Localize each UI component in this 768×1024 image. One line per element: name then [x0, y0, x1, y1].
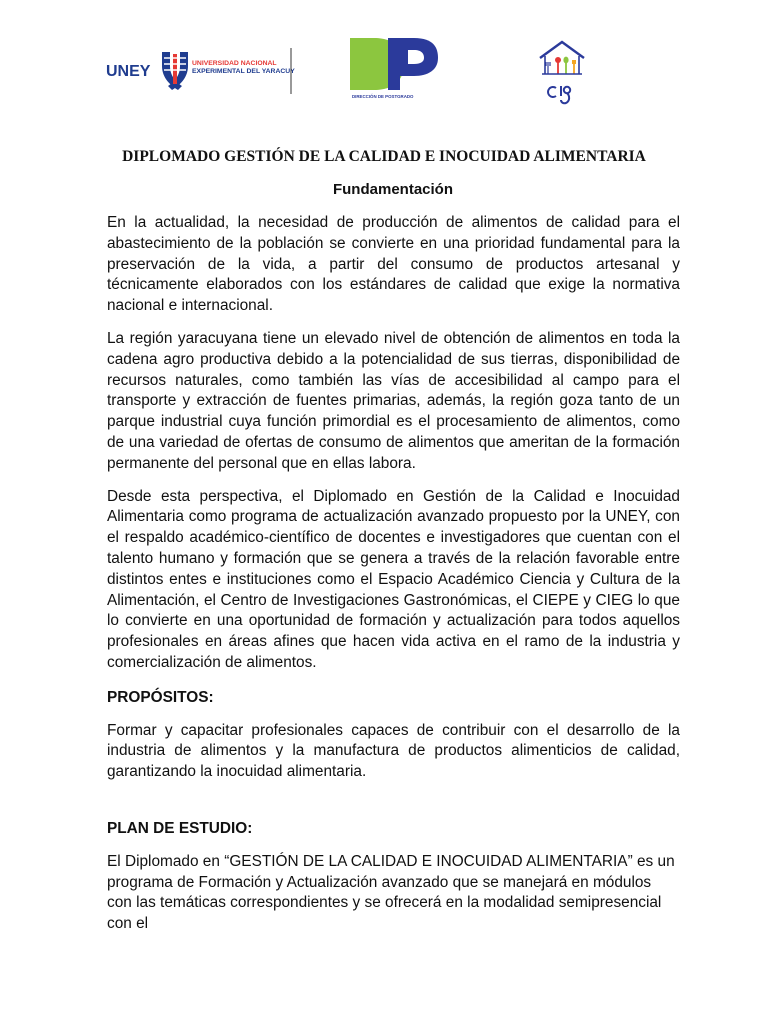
cieg-wordmark-icon [548, 86, 570, 103]
direccion-postgrado-logo [348, 36, 440, 102]
paragraph-3: Desde esta perspectiva, el Diplomado en Gestión de la Calidad e Inocuidad Alimentaria como programa de actualización avanzado propuesto por la UNEY, con el respaldo académico-científico de docentes e investigadores que cuentan con el talento humano y formación que se genera a través de la relación favorable entre distintos entes e instituciones como el Espacio Académico Ciencia y Cultura de la Alimentación, el Centro de Investigaciones Gastronómicas, el CIEPE y CIEG lo que lo convierte en una oportunidad de formación y actualización para todos aquellos profesionales en áreas afines que hacen vida activa en el ramo de la industria y comercialización de alimentos. [107, 487, 680, 671]
dp-monogram-icon [350, 38, 438, 90]
heading-propositos: PROPÓSITOS: [107, 688, 214, 706]
uney-logo-acronym: UNEY [106, 63, 151, 80]
house-utensils-icon [540, 42, 584, 74]
paragraph-1: En la actualidad, la necesidad de producción de alimentos de calidad para el abastecimiento de la población se convierte en una prioridad fundamental para la preservación de la vida, a partir del consumo de productos artesanal y técnicamente elaborados con los estándares de calidad que exige la normativa nacional e internacional. [107, 214, 680, 315]
plan-text: El Diplomado en “GESTIÓN DE LA CALIDAD E INOCUIDAD ALIMENTARIA” es un programa de Formación y Actualización avanzado que se manejará en módulos con las temáticas correspondientes y se ofrecerá en la modalidad semipresencial con el [107, 852, 675, 933]
section-heading-fundamentacion: Fundamentación [332, 181, 453, 198]
logo-header [0, 0, 768, 120]
uney-emblem-icon [162, 52, 188, 90]
uney-logo-line-2: EXPERIMENTAL DEL YARACUY [192, 68, 295, 75]
document-body [107, 213, 680, 935]
document-title: DIPLOMADO GESTIÓN DE LA CALIDAD E INOCUIDAD ALIMENTARIA [122, 148, 646, 165]
dp-logo-caption: DIRECCIÓN DE POSTGRADO [352, 94, 414, 99]
cieg-logo [536, 38, 588, 110]
uney-logo-line-1: UNIVERSIDAD NACIONAL [192, 60, 277, 67]
uney-logo [106, 46, 296, 96]
heading-plan-de-estudio: PLAN DE ESTUDIO: [107, 819, 253, 837]
paragraph-2: La región yaracuyana tiene un elevado nivel de obtención de alimentos en toda la cadena agro productiva debido a la potencialidad de sus tierras, disponibilidad de recursos naturales, como también las vías de accesibilidad al campo para el transporte y extracción de fuentes primarias, además, la región goza tanto de un parque industrial cuya función primordial es el procesamiento de alimentos, como de una variedad de ofertas de consumo de alimentos que ameritan de la formación permanente del personal que en ellas labora. [107, 329, 680, 472]
propositos-text: Formar y capacitar profesionales capaces de contribuir con el desarrollo de la industria de alimentos y la manufactura de productos alimenticios de calidad, garantizando la inocuidad alimentaria. [107, 721, 680, 781]
